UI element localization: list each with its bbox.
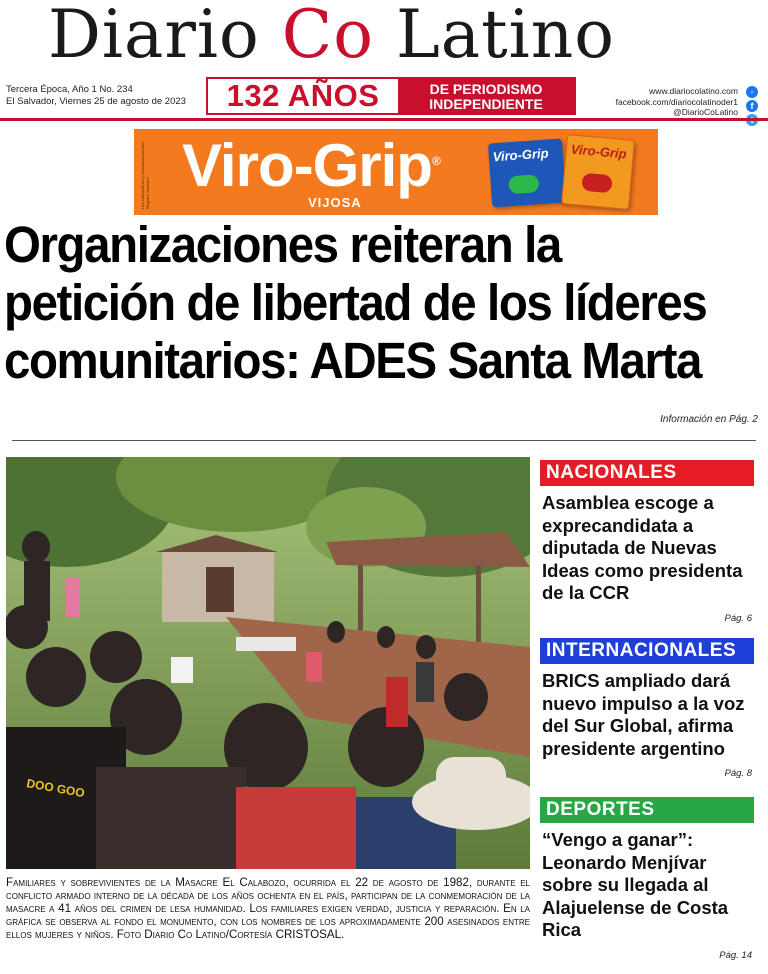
section-divider bbox=[12, 440, 756, 441]
section-headline-internacionales[interactable]: BRICS ampliado dará nuevo impulso a la voz del Sur Global, afirma presidente argentino bbox=[542, 670, 745, 759]
twitter-link[interactable]: @DiarioCoLatino bbox=[673, 107, 738, 117]
section-page-internacionales: Pág. 8 bbox=[724, 768, 752, 779]
edition-date: El Salvador, Viernes 25 de agosto de 2023 bbox=[6, 96, 186, 107]
contact-info bbox=[616, 86, 738, 118]
section-label-nacionales[interactable]: NACIONALES bbox=[540, 460, 754, 486]
section-headline-deportes[interactable]: “Vengo a ganar”: Leonardo Menjívar sobre su llegada al Alajuelense de Costa Rica bbox=[542, 829, 729, 940]
ad-legal-text: Lea indicaciones y contraindicaciones. Registro Sanitario bbox=[140, 140, 150, 209]
edition-number: Tercera Época, Año 1 No. 234 bbox=[6, 84, 133, 95]
globe-icon: ◦ bbox=[746, 86, 758, 98]
social-icons bbox=[746, 86, 760, 128]
anniversary-tagline-line1: DE PERIODISMO bbox=[429, 81, 543, 97]
product-box-orange bbox=[561, 134, 635, 210]
section-label-internacionales[interactable]: INTERNACIONALES bbox=[540, 638, 754, 664]
masthead bbox=[0, 0, 768, 120]
pill-icon bbox=[581, 173, 612, 194]
section-page-nacionales: Pág. 6 bbox=[724, 612, 752, 624]
masthead-divider bbox=[0, 118, 768, 121]
anniversary-banner bbox=[206, 77, 576, 115]
edition-info bbox=[6, 84, 186, 108]
newspaper-logo[interactable] bbox=[48, 0, 720, 76]
ad-brand-name: Viro-Grip® bbox=[182, 132, 440, 199]
section-deportes[interactable] bbox=[540, 797, 754, 961]
headline-line: Organizaciones reiteran la bbox=[4, 216, 561, 273]
logo-text-latino: Latino bbox=[373, 0, 616, 73]
viro-grip-advertisement[interactable] bbox=[134, 129, 658, 215]
headline-line: comunitarios: ADES Santa Marta bbox=[4, 332, 701, 389]
main-photo bbox=[6, 457, 530, 869]
photo-caption: Familiares y sobrevivientes de la Masacre El Calabozo, ocurrida el 22 de agosto de 1982, durante el conflicto armado interno de la década de los años ochenta en el país, participan de la conmemoración de la masacre a 41 años del crimen de lesa humanidad. Los familiares exigen verdad, justicia y reparación. En la gráfica se observa al fondo el monumento, con los nombres de los aproximadamente 200 asesinados entre ellos mujeres y niños. Foto Diario Co Latino/Cortesía CRISTOSAL. bbox=[6, 876, 530, 941]
anniversary-years: 132 AÑOS bbox=[208, 79, 398, 113]
pill-icon bbox=[508, 174, 539, 194]
anniversary-tagline bbox=[398, 79, 574, 113]
product-box-blue bbox=[488, 138, 566, 207]
logo-text-co: Co bbox=[281, 0, 374, 73]
facebook-link[interactable]: facebook.com/diariocolatinoder1 bbox=[615, 96, 738, 107]
section-page-deportes: Pág. 14 bbox=[719, 949, 752, 961]
product-box-label: Viro-Grip bbox=[570, 141, 628, 162]
section-nacionales[interactable] bbox=[540, 460, 754, 624]
ad-brand-text: Viro-Grip bbox=[182, 132, 432, 199]
photo-illustration bbox=[6, 457, 530, 869]
product-box-label: Viro-Grip bbox=[492, 145, 550, 165]
headline-line: petición de libertad de los líderes bbox=[4, 274, 707, 331]
shirt-text: DOO GOO bbox=[25, 776, 86, 801]
ad-manufacturer: VIJOSA bbox=[308, 195, 362, 210]
section-headline-nacionales[interactable]: Asamblea escoge a exprecandidata a diputada de Nuevas Ideas como presidenta de la CCR bbox=[542, 492, 743, 603]
section-label-deportes[interactable]: DEPORTES bbox=[540, 797, 754, 823]
main-headline[interactable] bbox=[4, 216, 713, 390]
facebook-icon[interactable]: f bbox=[746, 100, 758, 112]
section-internacionales[interactable] bbox=[540, 638, 754, 779]
logo-text-diario: Diario bbox=[48, 0, 282, 73]
headline-page-reference: Información en Pág. 2 bbox=[660, 414, 758, 425]
anniversary-tagline-line2: INDEPENDIENTE bbox=[429, 96, 543, 112]
website-link[interactable]: www.diariocolatino.com bbox=[649, 86, 738, 96]
